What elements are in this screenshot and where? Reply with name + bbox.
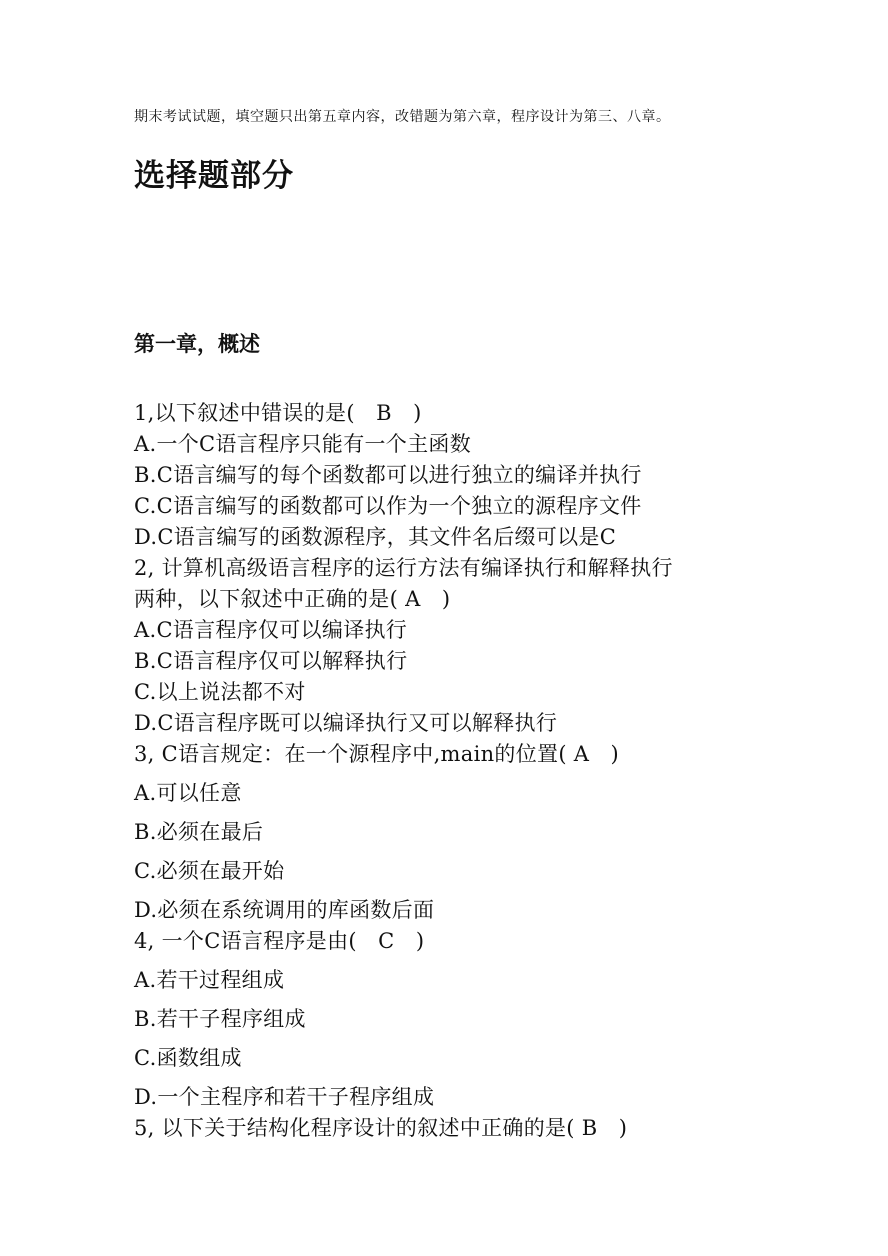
option-4a: A.若干过程组成 — [134, 968, 285, 992]
option-2c: C.以上说法都不对 — [134, 680, 306, 704]
option-4d: D.一个主程序和若干子程序组成 — [134, 1085, 435, 1109]
option-2d: D.C语言程序既可以编译执行又可以解释执行 — [134, 711, 558, 735]
option-1b: B.C语言编写的每个函数都可以进行独立的编译并执行 — [134, 463, 642, 487]
question-2-line-2: 两种，以下叙述中正确的是( A ) — [134, 587, 451, 611]
question-4: 4, 一个C语言程序是由( C ) — [134, 929, 425, 953]
option-4c: C.函数组成 — [134, 1046, 242, 1070]
section-title: 选择题部分 — [134, 158, 294, 194]
question-1: 1,以下叙述中错误的是( B ) — [134, 401, 422, 425]
option-1d: D.C语言编写的函数源程序，其文件名后缀可以是C — [134, 525, 617, 549]
exam-note: 期末考试试题，填空题只出第五章内容，改错题为第六章，程序设计为第三、八章。 — [134, 109, 671, 125]
question-2-line-1: 2, 计算机高级语言程序的运行方法有编译执行和解释执行 — [134, 556, 673, 580]
option-4b: B.若干子程序组成 — [134, 1007, 306, 1031]
option-1a: A.一个C语言程序只能有一个主函数 — [134, 432, 472, 456]
option-3a: A.可以任意 — [134, 781, 242, 805]
question-5: 5, 以下关于结构化程序设计的叙述中正确的是( B ) — [134, 1116, 628, 1140]
option-3b: B.必须在最后 — [134, 820, 264, 844]
option-3c: C.必须在最开始 — [134, 859, 285, 883]
chapter-title: 第一章，概述 — [134, 332, 260, 356]
option-3d: D.必须在系统调用的库函数后面 — [134, 898, 435, 922]
option-2b: B.C语言程序仅可以解释执行 — [134, 649, 408, 673]
option-1c: C.C语言编写的函数都可以作为一个独立的源程序文件 — [134, 494, 642, 518]
option-2a: A.C语言程序仅可以编译执行 — [134, 618, 408, 642]
question-3: 3, C语言规定：在一个源程序中,main的位置( A ) — [134, 742, 620, 766]
